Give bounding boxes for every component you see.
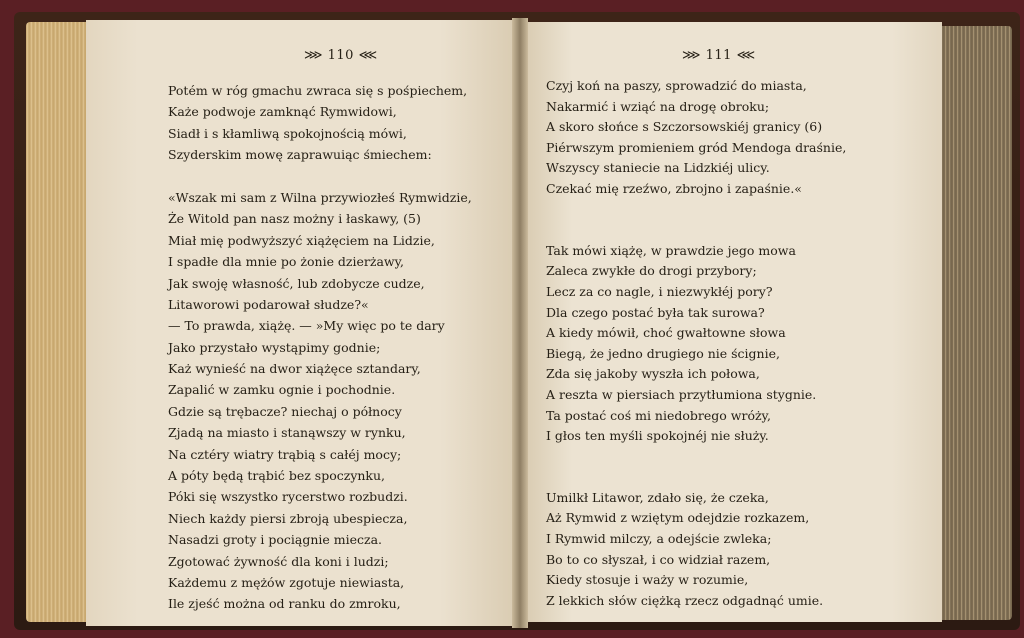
verse-line: Kiedy stosuje i waży w rozumie, xyxy=(546,572,749,588)
verse-line: Póki się wszystko rycerstwo rozbudzi. xyxy=(168,489,408,505)
verse-line: Piérwszym promieniem gród Mendoga draśnie, xyxy=(546,139,847,155)
verse-line: Dla czego postać była tak surowa? xyxy=(546,304,765,320)
verse-line: Każdemu z mężów zgotuje niewiasta, xyxy=(168,574,405,590)
verse-line: Każ wynieść na dwor xiążęce sztandary, xyxy=(168,361,421,377)
verse-line: Wszyscy staniecie na Lidzkiéj ulicy. xyxy=(546,160,770,176)
verse-line: Zgotować żywność dla koni i ludzi; xyxy=(168,553,389,569)
verse-line: Biegą, że jedno drugiego nie ścignie, xyxy=(546,345,780,361)
verse-line: «Wszak mi sam z Wilna przywiozłeś Rymwidzie, xyxy=(168,189,472,205)
verse-line: Potém w róg gmachu zwraca się s pośpiechem, xyxy=(168,83,468,98)
stanza-break xyxy=(546,200,926,221)
verse-line: Niech każdy piersi zbroją ubespiecza, xyxy=(168,510,408,526)
verse-line: Zaleca zwykłe do drogi przybory; xyxy=(546,263,757,279)
verse-line: Miał mię podwyższyć xiążęciem na Lidzie, xyxy=(168,232,435,248)
verse-line: Czekać mię rzeźwo, zbrojno i zapaśnie.« xyxy=(546,180,802,196)
verse-line: Na cztéry wiatry trąbią s całéj mocy; xyxy=(168,446,402,462)
verse-line: Gdzie są trębacze? niechaj o północy xyxy=(168,403,402,419)
verse-line: Z lekkich słów ciężką rzecz odgadnąć umie. xyxy=(546,592,824,608)
verse-line: I Rymwid milczy, a odejście zwleka; xyxy=(546,531,772,547)
verse-line: Lecz za co nagle, i niezwykłéj pory? xyxy=(546,283,773,299)
stanza-break xyxy=(546,447,926,468)
page-number: ⋙ 111 ⋘ xyxy=(682,48,756,63)
verse-line: A skoro słońce s Szczorsowskiéj granicy (6) xyxy=(546,119,823,135)
verse-line: Siadł i s kłamliwą spokojnością mówi, xyxy=(168,125,407,141)
verse-line: A reszta w piersiach przytłumiona stygnie. xyxy=(546,386,817,402)
verse-line: Że Witold pan nasz możny i łaskawy, (5) xyxy=(168,211,421,227)
verse-line: Tak mówi xiążę, w prawdzie jego mowa xyxy=(546,242,796,258)
verse-line: Każe podwoje zamknąć Rymwidowi, xyxy=(168,104,397,120)
verse-line: Ta postać coś mi niedobrego wróży, xyxy=(546,407,771,423)
stanza-break xyxy=(546,220,926,241)
text-block xyxy=(168,80,508,615)
right-page xyxy=(522,22,942,622)
verse-line: I spadłe dla mnie po żonie dzierżawy, xyxy=(168,254,405,270)
verse-line: A kiedy mówił, choć gwałtowne słowa xyxy=(546,325,786,341)
verse-line: Zda się jakoby wyszła ich połowa, xyxy=(546,366,760,382)
verse-line: Umilkł Litawor, zdało się, że czeka, xyxy=(546,489,769,505)
page-number: ⋙ 110 ⋘ xyxy=(304,48,378,63)
verse-line: Nasadzi groty i pociągnie miecza. xyxy=(168,532,383,548)
stanza-break xyxy=(546,467,926,488)
verse-line: Zjadą na miasto i stanąwszy w rynku, xyxy=(168,425,406,441)
left-page xyxy=(86,20,518,626)
verse-line: Jak swoję własność, lub zdobycze cudze, xyxy=(168,275,425,291)
verse-line: Zapalić w zamku ognie i pochodnie. xyxy=(168,382,396,398)
verse-line: I głos ten myśli spokojnéj nie służy. xyxy=(546,428,769,444)
verse-line: — To prawda, xiążę. — »My więc po te dary xyxy=(168,318,445,334)
verse-line: Bo to co słyszał, i co widział razem, xyxy=(546,551,771,567)
verse-line: Jako przystało wystąpimy godnie; xyxy=(168,339,381,355)
verse-line: Szyderskim mowę zaprawuiąc śmiechem: xyxy=(168,147,432,163)
verse-line: Ile zjeść można od ranku do zmroku, xyxy=(168,596,401,612)
book-gutter xyxy=(512,18,528,628)
page-edges-right xyxy=(936,26,1012,620)
verse-line: Nakarmić i wziąć na drogę obroku; xyxy=(546,98,770,114)
text-block xyxy=(546,76,926,611)
verse-line: Aż Rymwid z wziętym odejdzie rozkazem, xyxy=(546,510,810,526)
verse-line: Litaworowi podarował słudze?« xyxy=(168,296,369,312)
verse-line: A póty będą trąbić bez spoczynku, xyxy=(168,468,386,484)
stanza-break xyxy=(168,166,508,187)
verse-line: Czyj koń na paszy, sprowadzić do miasta, xyxy=(546,78,807,93)
